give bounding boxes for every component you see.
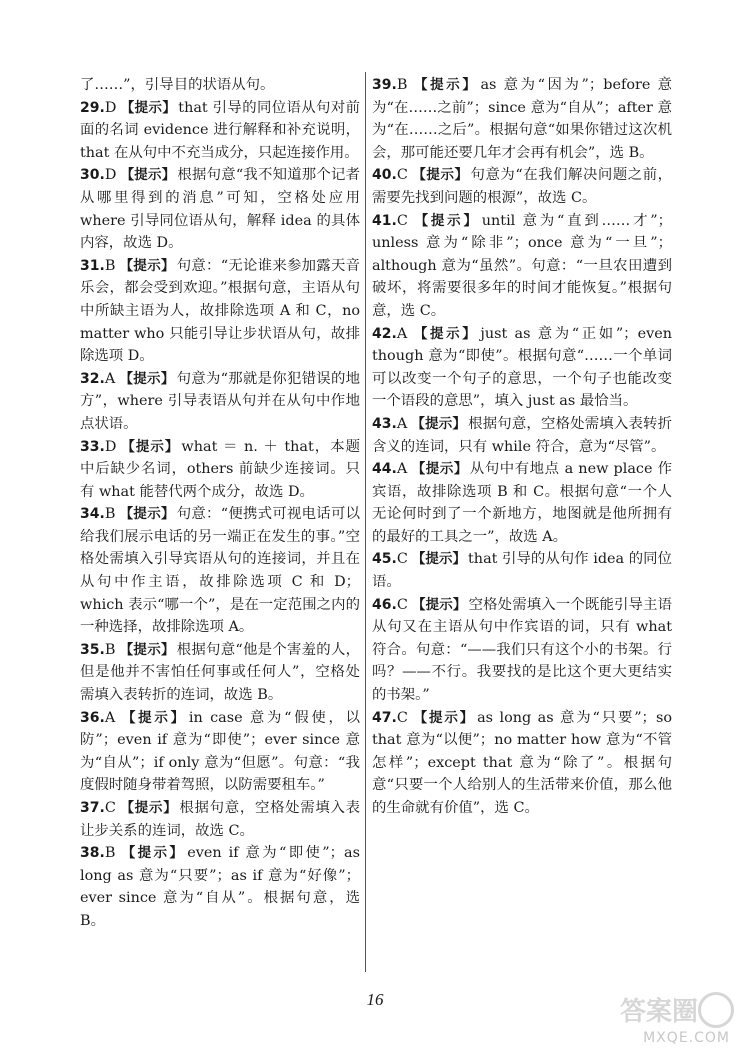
tip-label: 【提示】 [411,77,479,93]
question-number: 40. [372,167,397,184]
explanation-text: 根据句意，空格处需填入表转折含义的连词，只有 while 符合，意为“尽管”。 [372,415,672,455]
question-number: 44. [372,461,397,478]
watermark-cn: 答案圈 [619,997,698,1027]
tip-label: 【提示】 [119,370,175,387]
watermark-logo [586,990,736,1050]
column-divider [365,72,366,972]
answer-letter: C [396,212,408,229]
question-number: 34. [80,506,105,523]
tip-label: 【提示】 [411,325,479,342]
question-number: 35. [80,641,105,658]
tip-label: 【提示】 [120,167,176,184]
answer-letter: A [104,370,116,387]
question-number: 42. [372,325,397,342]
explanation-text: in case 意为“假使，以防”；even if 意为“即使”；ever since 意为“自从”；if only 意为“但愿”。句意：“我度假时随身带着驾照，以防需要租车。” [80,709,361,794]
tip-label: 【提示】 [119,709,187,726]
answer-entry [80,797,360,842]
answer-entry [80,97,360,165]
tip-label: 【提示】 [411,212,480,229]
explanation-text: 根据句意“我不知道那个记者从哪里得到的消息”可知，空格处应用 where 引导同位语从句，解释 idea 的具体内容，故选 D。 [80,167,361,252]
tip-label: 【提示】 [119,257,175,274]
tip-label: 【提示】 [119,800,178,816]
answer-entry [372,458,672,548]
watermark-circle-icon [698,992,734,1028]
answer-letter: D [104,438,117,455]
answer-letter: A [396,461,408,478]
answer-letter: B [104,257,116,274]
explanation-text: what ＝ n. ＋ that，本题中后缺少名词，others 前缺少连接词。只有 what 能替代两个成分，故选 D。 [80,438,360,500]
tip-label: 【提示】 [120,438,180,455]
explanation-text: until 意为“直到……才”；unless 意为“除非”；once 意为“一旦”；although 意为“虽然”。句意：“一旦农田遭到破坏，将需要很多年的时间才能恢复。”根据句意，选 C。 [372,212,672,319]
answer-letter: B [396,77,408,93]
question-number: 29. [80,99,105,116]
tip-label: 【提示】 [120,99,177,116]
answer-letter: D [104,167,117,184]
answer-entry [372,164,672,209]
answer-letter: B [104,641,116,658]
question-number: 31. [80,257,105,274]
question-number: 38. [80,845,105,862]
answer-entry [372,594,672,707]
question-number: 43. [372,415,397,432]
question-number: 39. [372,77,397,93]
answer-entry [80,164,360,254]
answer-entry [80,503,360,639]
explanation-text: 句意：“便携式可视电话可以给我们展示电话的另一端正在发生的事。”空格处需填入引导宾语从句的连接词，并且在从句中作主语，故排除选项 C 和 D；which 表示“哪一个”，是在一定范围之内的一种选择，故排除选项 A。 [80,506,361,636]
question-number: 45. [372,551,397,568]
answer-entry [372,707,672,820]
answer-letter: C [396,167,408,184]
answer-letter: C [396,709,408,726]
answer-entry [372,210,672,323]
answer-letter: D [104,99,117,116]
answer-entry [372,548,672,593]
tip-label: 【提示】 [411,167,469,184]
answer-entry [80,707,360,797]
answer-entry [80,842,360,932]
page-number: 16 [366,990,384,1009]
explanation-text: as 意为“因为”；before 意为“在……之前”；since 意为“自从”；after 意为“在……之后”。根据句意“如果你错过这次机会，那可能还要几年才会再有机会”，选 B。 [372,77,672,161]
left-column [80,74,360,933]
question-number: 46. [372,596,397,613]
question-number: 47. [372,709,397,726]
answer-letter: B [104,845,116,862]
question-number: 30. [80,167,105,184]
explanation-text: 空格处需填入一个既能引导主语从句又在主语从句中作宾语的词，只有 what 符合。句意：“——我们只有这个小的书架。行吗？——不行。我要找的是比这个更大更结实的书架。” [372,596,672,704]
tip-label: 【提示】 [411,709,476,726]
right-column [372,74,672,820]
question-number: 37. [80,800,105,816]
answer-entry [80,74,360,97]
tip-label: 【提示】 [411,596,467,613]
explanation-text: 了……”，引导目的状语从句。 [80,77,275,93]
answer-letter: B [104,506,116,523]
explanation-text: even if 意为“即使”；as long as 意为“只要”；as if 意为“好像”；ever since 意为“自从”。根据句意，选 B。 [80,845,361,929]
answer-entry [80,639,360,707]
explanation-text: that 引导的同位语从句对前面的名词 evidence 进行解释和补充说明，that 在从句中不充当成分，只起连接作用。 [80,99,360,161]
answer-entry [80,436,360,504]
explanation-text: 句意：“无论谁来参加露天音乐会，都会受到欢迎。”根据句意，主语从句中所缺主语为人，故排除选项 A 和 C，no matter who 只能引导让步状语从句，故排除选项 D。 [80,257,361,365]
answer-entry [372,74,672,164]
explanation-text: just as 意为“正如”；even though 意为“即使”。根据句意“……一个单词可以改变一个句子的意思，一个句子也能改变一个语段的意思”，填入 just as 最恰当。 [372,325,672,410]
tip-label: 【提示】 [119,641,175,658]
explanation-text: 句意为“在我们解决问题之前，需要先找到问题的根源”，故选 C。 [372,167,673,206]
answer-letter: A [104,709,116,726]
question-number: 32. [80,370,105,387]
question-number: 41. [372,212,397,229]
question-number: 33. [80,438,105,455]
answer-entry [372,323,672,413]
answer-letter: C [396,596,408,613]
explanation-text: 根据句意，空格处需填入表让步关系的连词，故选 C。 [80,800,360,839]
explanation-text: 从句中有地点 a new place 作宾语，故排除选项 B 和 C。根据句意“一个人无论何时到了一个新地方，地图就是他所拥有的最好的工具之一”，故选 A。 [372,461,673,545]
answer-entry [80,255,360,368]
tip-label: 【提示】 [119,845,186,862]
explanation-text: 句意为“那就是你犯错误的地方”，where 引导表语从句并在从句中作地点状语。 [80,370,361,432]
watermark-url: MXQE.COM [643,1030,730,1046]
tip-label: 【提示】 [411,415,467,432]
answer-letter: A [396,325,408,342]
tip-label: 【提示】 [411,461,468,478]
explanation-text: that 引导的从句作 idea 的同位语。 [372,551,672,591]
answer-entry [372,413,672,458]
answer-letter: C [396,551,408,568]
answer-letter: C [104,800,116,816]
answer-entry [80,368,360,436]
tip-label: 【提示】 [411,551,467,568]
answer-letter: A [396,415,408,432]
explanation-text: 根据句意“他是个害羞的人，但是他并不害怕任何事或任何人”，空格处需填入表转折的连词，故选 B。 [80,641,361,704]
question-number: 36. [80,709,105,726]
explanation-text: as long as 意为“只要”；so that 意为“以便”；no matter how 意为“不管怎样”；except that 意为“除了”。根据句意“只要一个人给别人的生活带来价值，那么他的生命就有价值”，选 C。 [372,709,672,816]
tip-label: 【提示】 [119,506,175,523]
